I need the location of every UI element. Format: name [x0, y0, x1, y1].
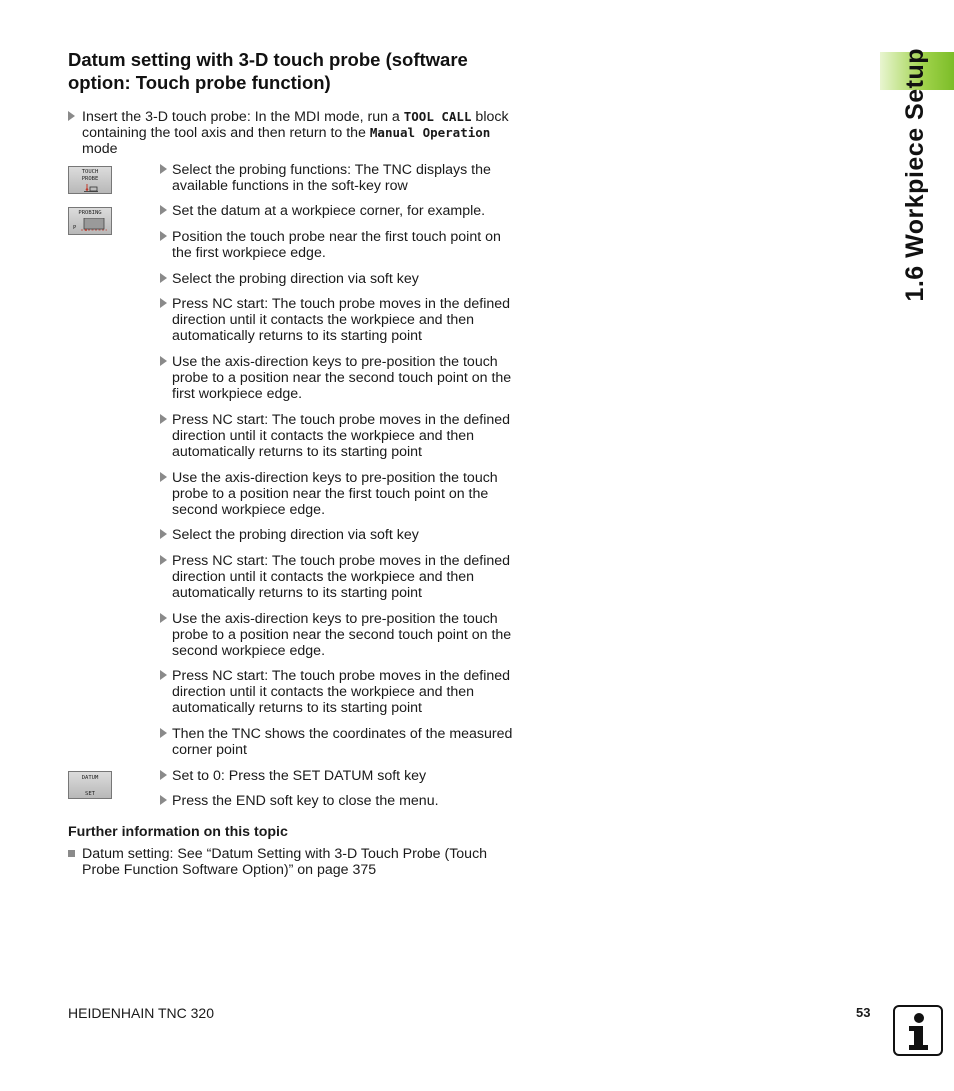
bullet-arrow-icon — [160, 472, 167, 482]
step-text: Select the probing functions: The TNC displays the available functions in the soft-key row — [172, 162, 491, 194]
bullet-arrow-icon — [160, 164, 167, 174]
square-bullet-icon — [68, 850, 75, 857]
step-item — [160, 611, 515, 659]
info-icon — [893, 1005, 943, 1056]
step-item — [160, 271, 515, 287]
bullet-arrow-icon — [160, 273, 167, 283]
chapter-side-title — [895, 48, 935, 302]
further-info-link[interactable]: Datum setting: See “Datum Setting with 3-D Touch Probe (Touch Probe Function Software Option)” on page 375 — [82, 846, 488, 878]
step-text: Press NC start: The touch probe moves in the defined direction until it contacts the workpiece and then automatically returns to its starting point — [172, 412, 511, 460]
probing-softkey[interactable] — [68, 207, 112, 235]
step-item — [160, 668, 515, 716]
bullet-arrow-icon — [160, 231, 167, 241]
step-text: Then the TNC shows the coordinates of the measured corner point — [172, 726, 513, 758]
softkey-label: PROBE — [81, 176, 99, 182]
intro-paragraph — [68, 109, 513, 157]
step-text: Press NC start: The touch probe moves in the defined direction until it contacts the workpiece and then automatically returns to its starting point — [172, 553, 511, 601]
step-item — [160, 296, 515, 344]
code-manual-operation: Manual Operation — [369, 125, 491, 140]
step-item — [160, 726, 515, 758]
step-item — [160, 229, 515, 261]
further-info-heading: Further information on this topic — [68, 824, 288, 840]
bullet-arrow-icon — [160, 728, 167, 738]
bullet-arrow-icon — [160, 205, 167, 215]
bullet-arrow-icon — [160, 670, 167, 680]
touch-probe-icon — [83, 184, 99, 192]
step-text: Select the probing direction via soft key — [172, 527, 419, 543]
softkey-label: DATUM — [81, 775, 99, 781]
intro-text-after: mode — [82, 141, 118, 157]
intro-text-middle: block containing the tool axis and then return to the — [82, 109, 509, 141]
step-text: Select the probing direction via soft key — [172, 271, 419, 287]
footer-product: HEIDENHAIN TNC 320 — [68, 1005, 215, 1021]
step-text: Use the axis-direction keys to pre-position the touch probe to a position near the first touch point on the second workpiece edge. — [172, 470, 498, 518]
touch-probe-softkey[interactable] — [68, 166, 112, 194]
step-text: Use the axis-direction keys to pre-position the touch probe to a position near the second touch point on the first workpiece edge. — [172, 354, 512, 402]
step-text: Use the axis-direction keys to pre-position the touch probe to a position near the second touch point on the second workpiece edge. — [172, 611, 512, 659]
bullet-arrow-icon — [160, 795, 167, 805]
step-text: Position the touch probe near the first touch point on the first workpiece edge. — [172, 229, 501, 261]
step-item — [160, 162, 515, 194]
bullet-arrow-icon — [160, 414, 167, 424]
bullet-arrow-icon — [160, 356, 167, 366]
softkey-label: TOUCH — [81, 169, 99, 175]
chapter-side-title-text: 1.6 Workpiece Setup — [900, 48, 929, 302]
bullet-arrow-icon — [68, 111, 75, 121]
step-text: Press NC start: The touch probe moves in the defined direction until it contacts the workpiece and then automatically returns to its starting point — [172, 668, 511, 716]
probing-corner-icon — [81, 218, 107, 232]
bullet-arrow-icon — [160, 770, 167, 780]
intro-text-before: Insert the 3-D touch probe: In the MDI mode, run a — [82, 109, 404, 125]
step-item — [160, 412, 515, 460]
section-title: Datum setting with 3-D touch probe (software option: Touch probe function) — [68, 49, 468, 93]
softkey-label: SET — [85, 791, 95, 797]
softkey-label: P — [73, 225, 77, 231]
bullet-arrow-icon — [160, 613, 167, 623]
step-text: Press the END soft key to close the menu. — [172, 793, 439, 809]
page-number: 53 — [856, 1005, 871, 1020]
step-item — [160, 793, 515, 809]
further-info-item — [68, 846, 488, 878]
step-item — [160, 768, 515, 784]
step-item — [160, 203, 515, 219]
bullet-arrow-icon — [160, 555, 167, 565]
step-item — [160, 354, 515, 402]
datum-set-softkey[interactable] — [68, 771, 112, 799]
step-text: Set the datum at a workpiece corner, for example. — [172, 203, 486, 219]
step-item — [160, 527, 515, 543]
step-item — [160, 553, 515, 601]
bullet-arrow-icon — [160, 298, 167, 308]
step-text: Press NC start: The touch probe moves in the defined direction until it contacts the workpiece and then automatically returns to its starting point — [172, 296, 511, 344]
softkey-label: PROBING — [78, 210, 102, 216]
code-tool-call: TOOL CALL — [403, 109, 472, 124]
bullet-arrow-icon — [160, 529, 167, 539]
step-item — [160, 470, 515, 518]
step-text: Set to 0: Press the SET DATUM soft key — [172, 768, 427, 784]
